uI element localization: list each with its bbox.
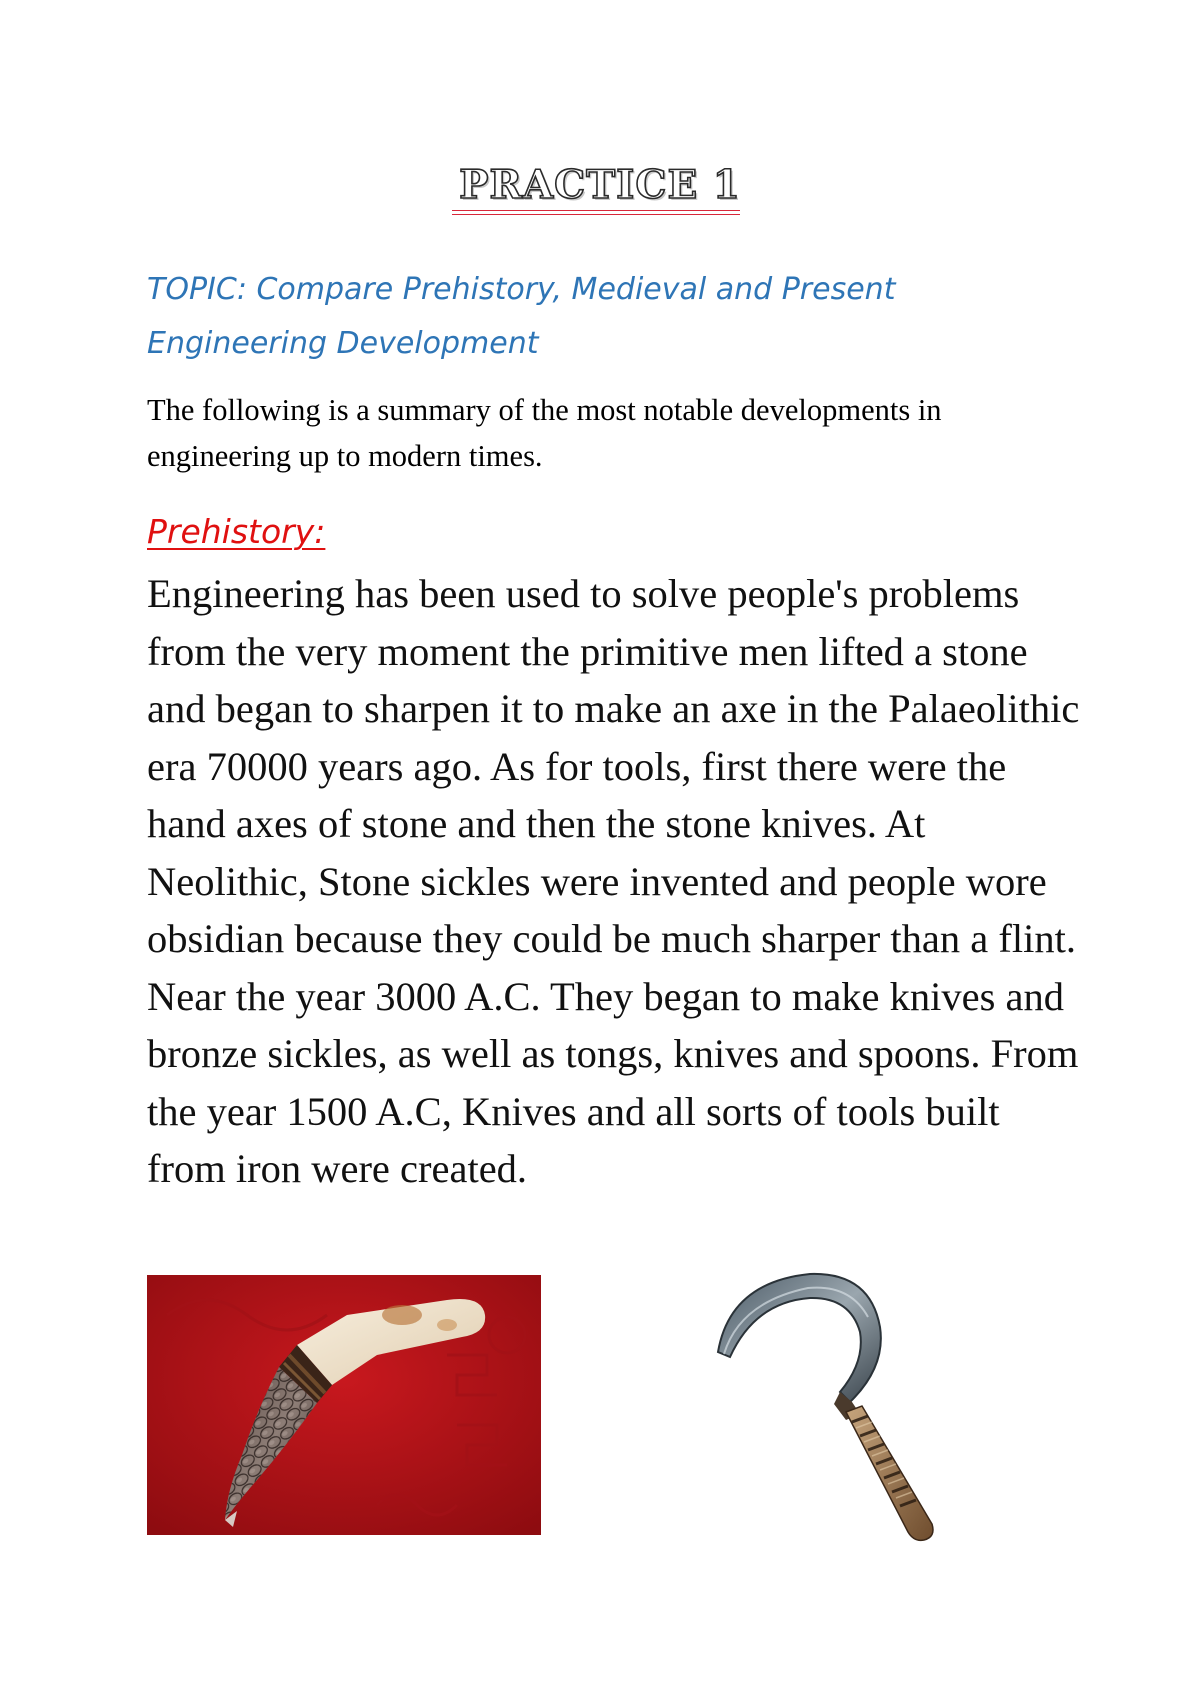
sickle-photo [700, 1262, 960, 1552]
topic-line: TOPIC: Compare Prehistory, Medieval and Present Engineering Development [147, 272, 896, 361]
title-underline [452, 210, 740, 211]
page-title: PRACTICE 1 [459, 162, 741, 208]
section-heading-prehistory: Prehistory: [147, 512, 326, 551]
intro-paragraph: The following is a summary of the most notable developments in engineering up to modern times. [147, 393, 942, 473]
obsidian-knife-photo [147, 1275, 541, 1535]
title-underline-second [452, 214, 740, 215]
section-body-prehistory: Engineering has been used to solve people's problems from the very moment the primitive men lifted a stone and began to sharpen it to make an axe in the Palaeolithic era 70000 years ago. As for tools, first there were the hand axes of stone and then the stone knives. At Neolithic, Stone sickles were invented and people wore obsidian because they could be much sharper than a flint. Near the year 3000 A.C. They began to make knives and bronze sickles, as well as tongs, knives and spoons. From the year 1500 A.C, Knives and all sorts of tools built from iron were created. [147, 571, 1080, 1191]
